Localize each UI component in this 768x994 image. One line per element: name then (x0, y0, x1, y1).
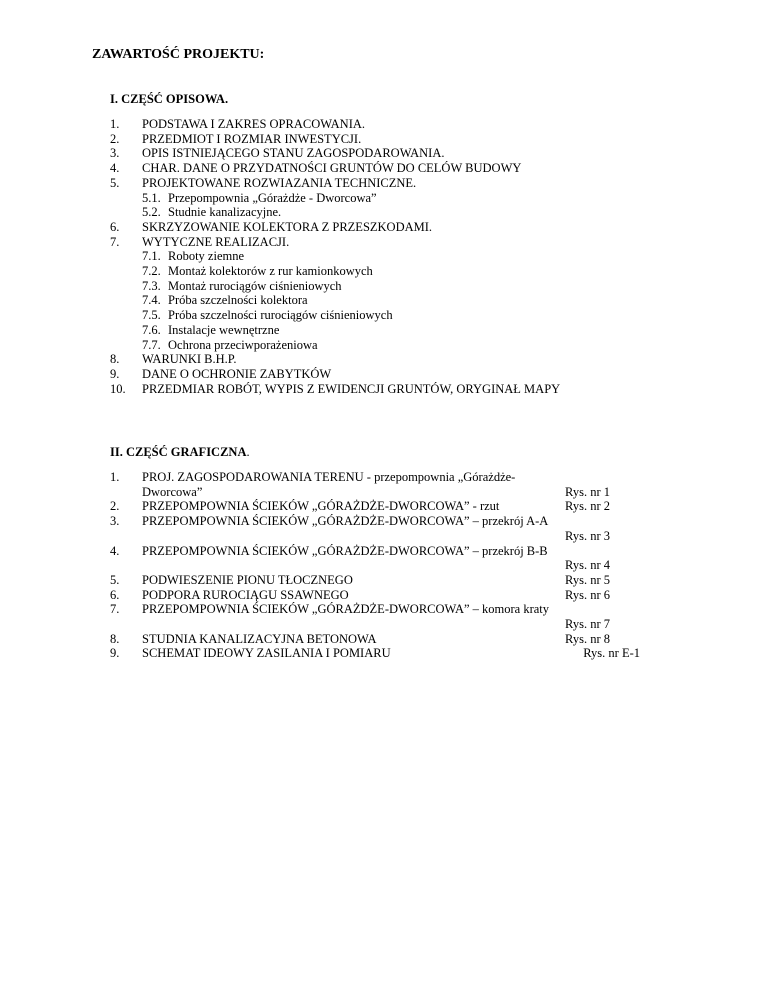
sub-list-item (110, 191, 650, 206)
list-item (110, 382, 650, 397)
item-number: 6. (110, 219, 120, 234)
item-text: Ochrona przeciwporażeniowa (168, 337, 318, 352)
drawing-item (110, 573, 640, 588)
drawing-number: Rys. nr 4 (565, 558, 610, 573)
drawing-number: Rys. nr 5 (565, 572, 610, 587)
item-number: 2. (110, 499, 120, 514)
item-number: 4. (110, 543, 120, 558)
item-text: WYTYCZNE REALIZACJI. (142, 234, 290, 249)
item-number: 7.2. (142, 264, 161, 279)
item-text: STUDNIA KANALIZACYJNA BETONOWA (142, 631, 377, 646)
drawing-item (110, 470, 640, 499)
drawing-number: Rys. nr 7 (565, 617, 610, 632)
item-text: Montaż kolektorów z rur kamionkowych (168, 264, 373, 279)
sub-list-item (110, 308, 650, 323)
list-item (110, 161, 650, 176)
item-text: Studnie kanalizacyjne. (168, 205, 282, 220)
section-2-heading-dot: . (246, 445, 250, 459)
sub-list-item (110, 279, 650, 294)
item-number: 1. (110, 470, 120, 484)
item-text: CHAR. DANE O PRZYDATNOŚCI GRUNTÓW DO CELÓW BUDOWY (142, 161, 522, 176)
item-text: PRZEPOMPOWNIA ŚCIEKÓW „GÓRAŻDŻE-DWORCOWA” – przekrój B-B (142, 543, 548, 558)
sub-list-item (110, 249, 650, 264)
item-text: SKRZYZOWANIE KOLEKTORA Z PRZESZKODAMI. (142, 219, 433, 234)
section-1-list (110, 117, 650, 396)
item-number: 1. (110, 117, 120, 131)
item-number: 7.1. (142, 249, 161, 264)
sub-list-item (110, 264, 650, 279)
item-number: 5. (110, 175, 120, 190)
item-text: PRZEDMIOT I ROZMIAR INWESTYCJI. (142, 131, 362, 146)
item-text: Montaż rurociągów ciśnieniowych (168, 278, 342, 293)
list-item (110, 367, 650, 382)
item-text: PODPORA RUROCIĄGU SSAWNEGO (142, 587, 349, 602)
item-text: SCHEMAT IDEOWY ZASILANIA I POMIARU (142, 646, 391, 661)
drawing-number: Rys. nr E-1 (583, 646, 640, 661)
item-text: OPIS ISTNIEJĄCEGO STANU ZAGOSPODAROWANIA. (142, 146, 445, 161)
drawing-item (110, 646, 640, 661)
item-number: 7.7. (142, 337, 161, 352)
sub-list-item (110, 205, 650, 220)
item-text: PRZEDMIAR ROBÓT, WYPIS Z EWIDENCJI GRUNTÓW, ORYGINAŁ MAPY (142, 381, 561, 396)
item-number: 7. (110, 234, 120, 249)
item-text: PROJEKTOWANE ROZWIAZANIA TECHNICZNE. (142, 175, 417, 190)
item-number: 9. (110, 646, 120, 661)
item-number: 4. (110, 161, 120, 176)
item-number: 3. (110, 146, 120, 161)
item-text: Instalacje wewnętrzne (168, 322, 280, 337)
section-2-heading-text: II. CZĘŚĆ GRAFICZNA (110, 445, 247, 459)
item-text: Przepompownia „Górażdże - Dworcowa” (168, 190, 377, 205)
drawing-item (110, 602, 640, 631)
item-text: PROJ. ZAGOSPODAROWANIA TERENU - przepompownia „Górażdże- (142, 470, 516, 484)
item-text: Roboty ziemne (168, 249, 245, 264)
sub-list-item (110, 293, 650, 308)
list-item (110, 132, 650, 147)
section-2-heading (110, 445, 250, 460)
item-number: 5.1. (142, 190, 161, 205)
item-text: PRZEPOMPOWNIA ŚCIEKÓW „GÓRAŻDŻE-DWORCOWA” - rzut (142, 499, 500, 514)
item-text: PODWIESZENIE PIONU TŁOCZNEGO (142, 572, 353, 587)
item-number: 9. (110, 366, 120, 381)
list-item (110, 146, 650, 161)
drawing-number: Rys. nr 2 (565, 499, 610, 514)
item-number: 5. (110, 572, 120, 587)
drawing-number: Rys. nr 8 (565, 631, 610, 646)
drawing-item (110, 499, 640, 514)
item-text: Próba szczelności rurociągów ciśnieniowych (168, 308, 393, 323)
item-number: 7.5. (142, 308, 161, 323)
section-1-heading: I. CZĘŚĆ OPISOWA. (110, 92, 229, 106)
item-text: PRZEPOMPOWNIA ŚCIEKÓW „GÓRAŻDŻE-DWORCOWA” – przekrój A-A (142, 514, 549, 529)
item-text: PODSTAWA I ZAKRES OPRACOWANIA. (142, 117, 366, 131)
drawing-item (110, 632, 640, 647)
item-number: 7. (110, 602, 120, 617)
item-text-cont: Dworcowa” (142, 484, 203, 499)
item-number: 7.6. (142, 322, 161, 337)
item-text: WARUNKI B.H.P. (142, 352, 237, 367)
item-number: 7.3. (142, 278, 161, 293)
item-text: DANE O OCHRONIE ZABYTKÓW (142, 366, 332, 381)
item-number: 5.2. (142, 205, 161, 220)
item-number: 10. (110, 381, 126, 396)
drawing-item (110, 588, 640, 603)
sub-list-item (110, 338, 650, 353)
sub-list-item (110, 323, 650, 338)
item-number: 3. (110, 514, 120, 529)
drawing-item (110, 514, 640, 543)
drawing-item (110, 544, 640, 573)
item-text: Próba szczelności kolektora (168, 293, 308, 308)
item-number: 2. (110, 131, 120, 146)
list-item (110, 220, 650, 235)
item-number: 8. (110, 631, 120, 646)
list-item (110, 352, 650, 367)
list-item (110, 176, 650, 191)
drawing-number: Rys. nr 1 (565, 484, 610, 499)
list-item (110, 117, 650, 132)
page-title: ZAWARTOŚĆ PROJEKTU: (92, 47, 265, 62)
drawing-number: Rys. nr 3 (565, 528, 610, 543)
drawing-number: Rys. nr 6 (565, 587, 610, 602)
list-item (110, 235, 650, 250)
item-number: 7.4. (142, 293, 161, 308)
item-number: 6. (110, 587, 120, 602)
item-text: PRZEPOMPOWNIA ŚCIEKÓW „GÓRAŻDŻE-DWORCOWA” – komora kraty (142, 602, 550, 617)
item-number: 8. (110, 352, 120, 367)
section-2-list (110, 470, 640, 661)
